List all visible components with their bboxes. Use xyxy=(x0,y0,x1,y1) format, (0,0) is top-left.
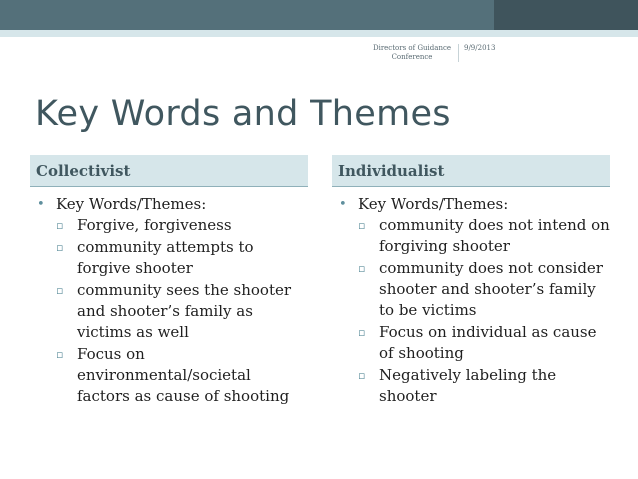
individualist-heading: Individualist xyxy=(332,155,610,187)
slide-date: 9/9/2013 xyxy=(464,44,496,52)
list-item xyxy=(337,322,615,364)
slide-title: Key Words and Themes xyxy=(35,94,451,134)
list-item xyxy=(337,365,615,407)
collectivist-sub-list xyxy=(35,215,305,407)
bullet-icon: • xyxy=(339,197,347,212)
main-bullet-text: Key Words/Themes: xyxy=(56,195,207,213)
main-bullet xyxy=(337,194,615,215)
list-item-text: Focus on environmental/societal factors as cause of shooting xyxy=(77,345,290,405)
list-item-text: community does not consider shooter and shooter’s family to be victims xyxy=(379,259,603,319)
info-divider xyxy=(458,44,459,62)
list-item xyxy=(337,258,615,321)
sub-bullet-icon: ▫ xyxy=(56,241,64,254)
list-item-text: Forgive, forgiveness xyxy=(77,216,232,234)
list-item xyxy=(35,344,305,407)
list-item-text: community attempts to forgive shooter xyxy=(77,238,254,277)
list-item xyxy=(35,280,305,343)
list-item xyxy=(35,237,305,279)
list-item xyxy=(337,215,615,257)
sub-bullet-icon: ▫ xyxy=(56,219,64,232)
list-item-text: community does not intend on forgiving shooter xyxy=(379,216,610,255)
collectivist-heading: Collectivist xyxy=(30,155,308,187)
list-item-text: Negatively labeling the shooter xyxy=(379,366,557,405)
sub-bullet-icon: ▫ xyxy=(358,219,366,232)
bullet-icon: • xyxy=(37,197,45,212)
sub-bullet-icon: ▫ xyxy=(56,348,64,361)
list-item xyxy=(35,215,305,236)
list-item-text: community sees the shooter and shooter’s family as victims as well xyxy=(77,281,292,341)
header-bar-dark-segment xyxy=(494,0,638,30)
list-item-text: Focus on individual as cause of shooting xyxy=(379,323,597,362)
sub-bullet-icon: ▫ xyxy=(56,284,64,297)
sub-bullet-icon: ▫ xyxy=(358,369,366,382)
header-accent-band xyxy=(0,30,638,37)
conference-name: Directors of Guidance Conference xyxy=(372,44,452,61)
sub-bullet-icon: ▫ xyxy=(358,326,366,339)
main-bullet-text: Key Words/Themes: xyxy=(358,195,509,213)
sub-bullet-icon: ▫ xyxy=(358,262,366,275)
collectivist-content xyxy=(35,194,305,408)
individualist-content xyxy=(337,194,615,408)
individualist-sub-list xyxy=(337,215,615,407)
main-bullet xyxy=(35,194,305,215)
